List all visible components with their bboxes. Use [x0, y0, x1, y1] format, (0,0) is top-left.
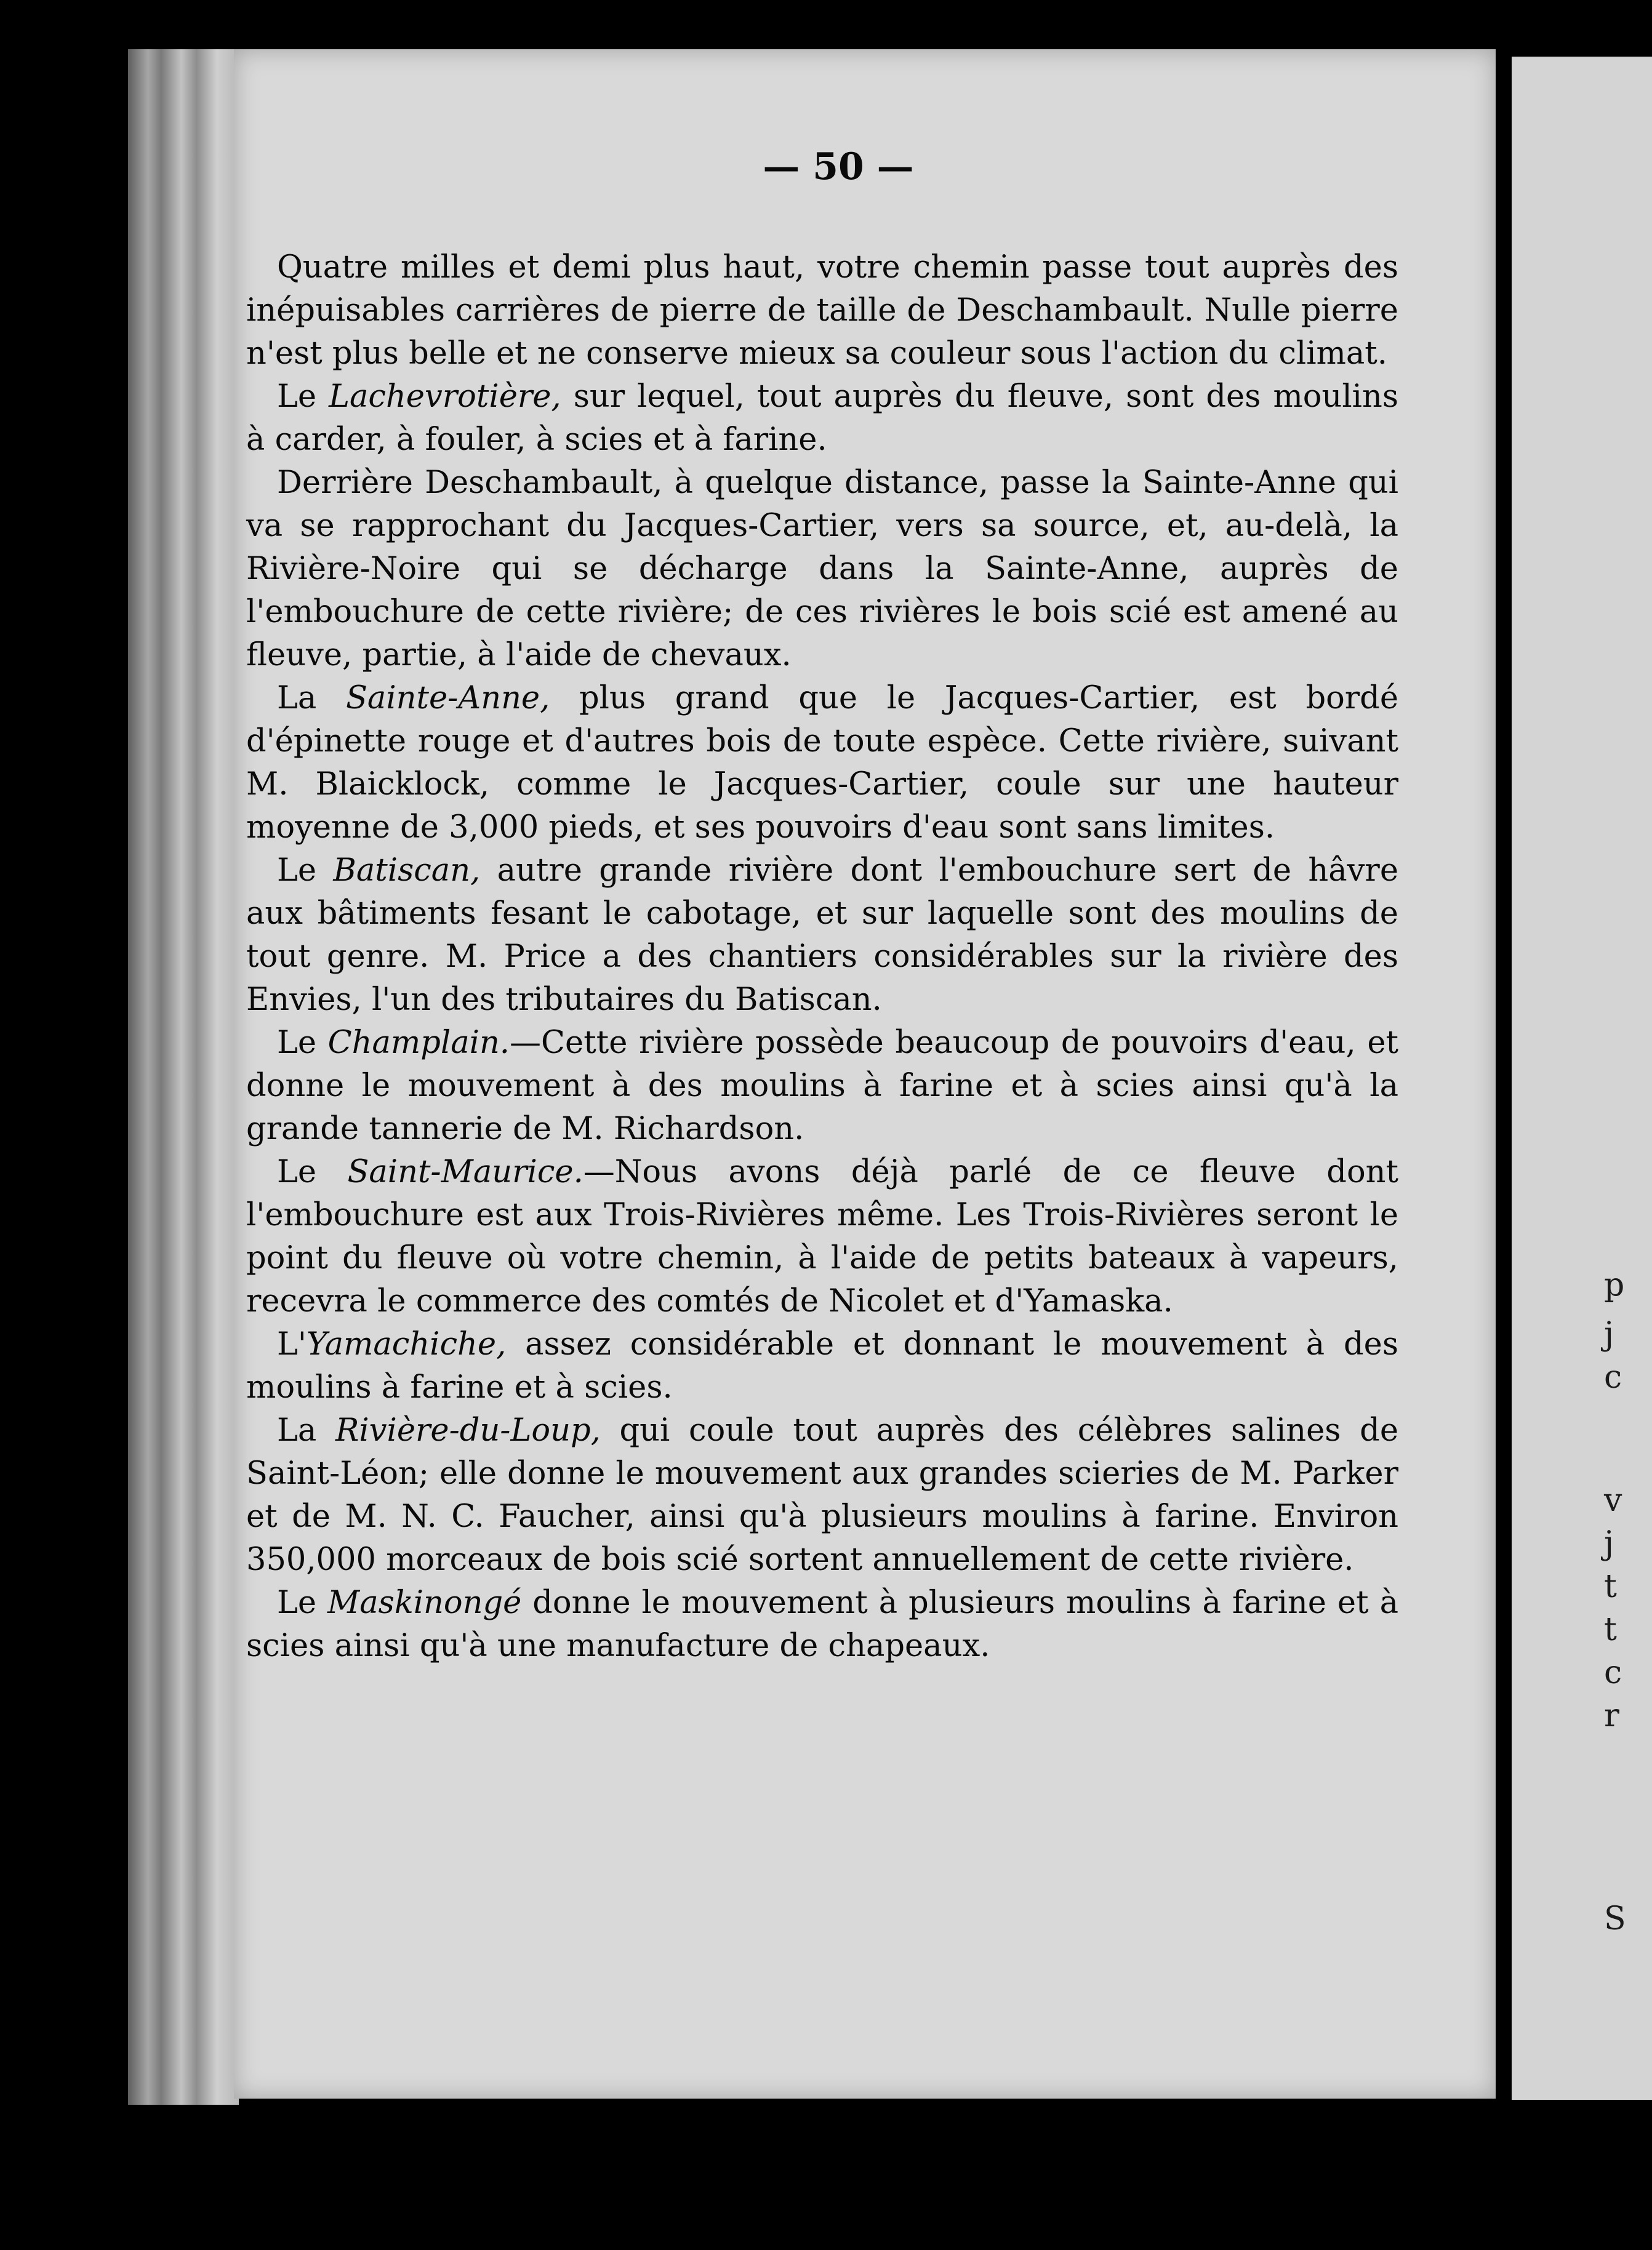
facing-page-fragment: t	[1604, 1568, 1617, 1605]
paragraph	[246, 246, 1398, 375]
body-text	[246, 246, 1398, 1668]
page-number: — 50 —	[763, 145, 914, 188]
paragraph	[246, 1582, 1398, 1668]
facing-page-fragment: S	[1604, 1900, 1626, 1937]
paragraph-text: plus grand que le Jacques-Cartier, est bordé d'épinette rouge et d'autres bois de toute espèce. Cette rivière, suivant M. Blaicklock, comme le Jacques-Cartier, coule sur une hauteur moyenne de 3,000 pieds, et ses pouvoirs d'eau sont sans limites.	[246, 680, 1399, 846]
paragraph-text: donne le mouvement à plusieurs moulins à farine et à scies ainsi qu'à une manufacture de chapeaux.	[246, 1585, 1398, 1664]
paragraph	[246, 375, 1398, 462]
book-page-edges	[128, 49, 239, 2105]
paragraph-text: Quatre milles et demi plus haut, votre chemin passe tout auprès des inépuisables carrières de pierre de taille de Deschambault. Nulle pierre n'est plus belle et ne conserve mieux sa couleur sous l'action du climat.	[246, 249, 1398, 372]
river-name: Yamachiche,	[306, 1326, 507, 1363]
river-name: Maskinongé	[327, 1585, 522, 1621]
paragraph-text: sur lequel, tout auprès du fleuve, sont des moulins à carder, à fouler, à scies et à farine.	[246, 378, 1398, 458]
paragraph-text: —Nous avons déjà parlé de ce fleuve dont l'embouchure est aux Trois-Rivières même. Les Trois-Rivières seront le point du fleuve où votre chemin, à l'aide de petits bateaux à vapeurs, recevra le commerce des comtés de Nicolet et d'Yamaska.	[246, 1154, 1399, 1319]
paragraph-text: Derrière Deschambault, à quelque distance, passe la Sainte-Anne qui va se rapprochant du Jacques-Cartier, vers sa source, et, au-delà, la Rivière-Noire qui se décharge dans la Sainte-Anne, auprès de l'embouchure de cette rivière; de ces rivières le bois scié est amené au fleuve, partie, à l'aide de chevaux.	[246, 465, 1398, 673]
paragraph-text: assez considérable et donnant le mouvement à des moulins à farine et à scies.	[246, 1326, 1398, 1406]
river-name: Rivière-du-Loup,	[335, 1412, 601, 1449]
paragraph	[246, 677, 1398, 849]
paragraph-lead: Le	[277, 378, 329, 415]
facing-page-fragment: c	[1604, 1654, 1622, 1691]
paragraph-lead: Le	[277, 1154, 348, 1190]
paragraph-text: autre grande rivière dont l'embouchure sert de hâvre aux bâtiments fesant le cabotage, et sur laquelle sont des moulins de tout genre. M. Price a des chantiers considérables sur la rivière des Envies, l'un des tributaires du Batiscan.	[246, 852, 1398, 1018]
river-name: Champlain.	[327, 1025, 510, 1061]
river-name: Lachevrotière,	[329, 378, 561, 415]
paragraph	[246, 849, 1398, 1022]
facing-page-fragment: t	[1604, 1611, 1617, 1648]
paragraph-text: —Cette rivière possède beaucoup de pouvoirs d'eau, et donne le mouvement à des moulins à farine et à scies ainsi qu'à la grande tannerie de M. Richardson.	[246, 1025, 1398, 1147]
facing-page-fragment: v	[1604, 1482, 1622, 1519]
facing-page-fragment: c	[1604, 1359, 1622, 1396]
paragraph	[246, 462, 1398, 677]
river-name: Batiscan,	[333, 852, 481, 889]
facing-page-fragment: p	[1604, 1267, 1625, 1303]
paragraph-lead: La	[277, 680, 346, 716]
facing-page-fragment: j	[1604, 1316, 1614, 1353]
paragraph	[246, 1323, 1398, 1409]
paragraph-lead: L'	[277, 1326, 307, 1363]
river-name: Saint-Maurice.	[347, 1154, 583, 1190]
paragraph-lead: Le	[277, 852, 334, 889]
paragraph-lead: Le	[277, 1585, 328, 1621]
facing-page-fragment: j	[1604, 1525, 1614, 1562]
facing-page-fragment: r	[1604, 1697, 1619, 1734]
paragraph-lead: La	[277, 1412, 335, 1449]
paragraph-text: qui coule tout auprès des célèbres salines de Saint-Léon; elle donne le mouvement aux grandes scieries de M. Parker et de M. N. C. Faucher, ainsi qu'à plusieurs moulins à farine. Environ 350,000 morceaux de bois scié sortent annuellement de cette rivière.	[246, 1412, 1399, 1578]
paragraph	[246, 1151, 1398, 1323]
paragraph-lead: Le	[277, 1025, 328, 1061]
facing-page-strip	[1512, 57, 1652, 2100]
paragraph	[246, 1409, 1398, 1582]
paragraph	[246, 1022, 1398, 1151]
river-name: Sainte-Anne,	[345, 680, 550, 716]
